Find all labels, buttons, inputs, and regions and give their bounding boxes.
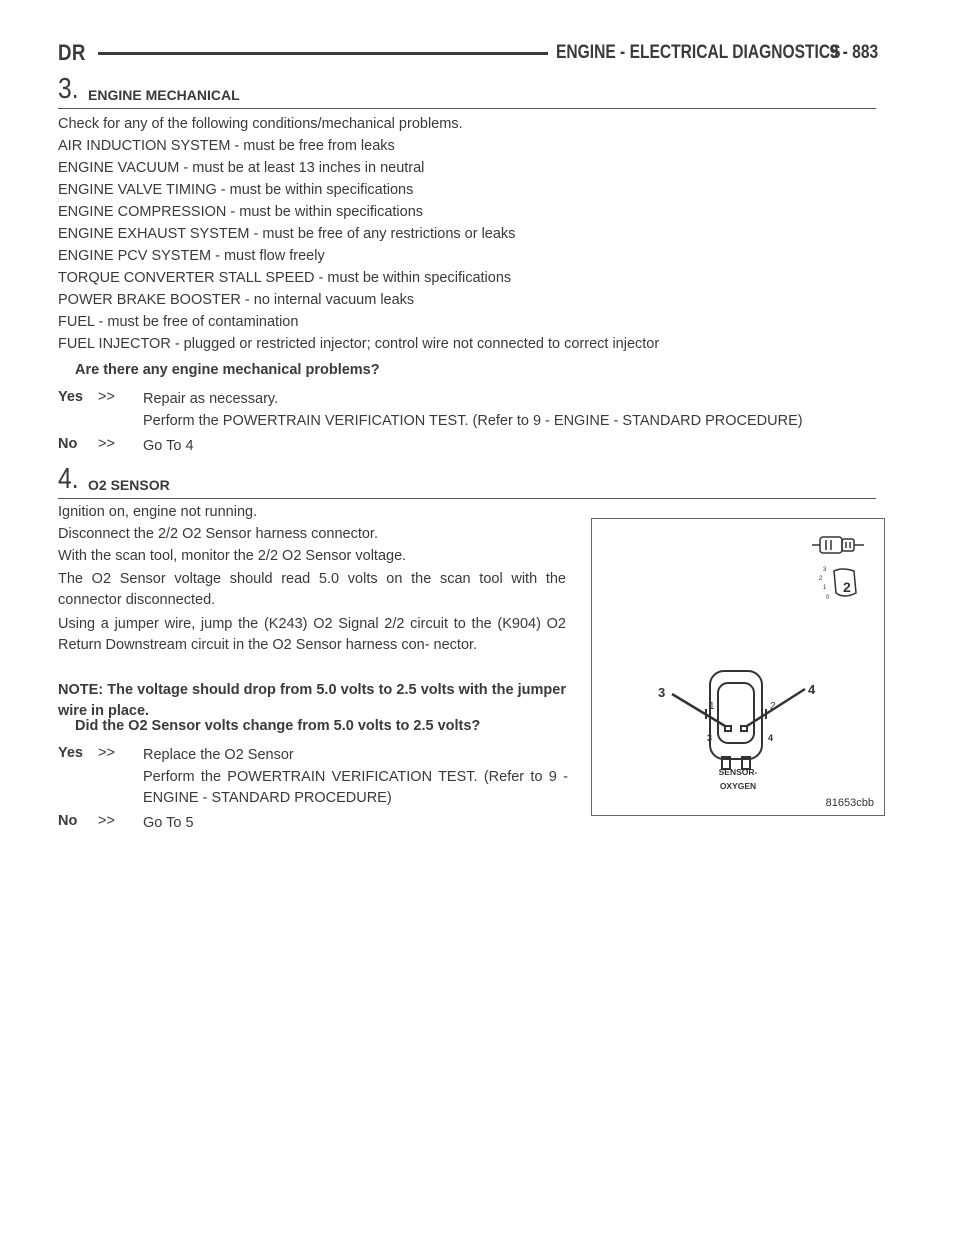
step-4-no-answer: [58, 813, 568, 835]
step-3-yes-answer: [58, 389, 878, 433]
step-3-line: TORQUE CONVERTER STALL SPEED - must be within specifications: [58, 270, 512, 286]
figure-label: SENSOR-: [718, 767, 758, 777]
step-3-no-answer: [58, 436, 878, 458]
header-rule: [98, 52, 548, 55]
icon-digit: 0: [826, 595, 830, 601]
step-3-line: ENGINE PCV SYSTEM - must flow freely: [58, 248, 325, 264]
step-3-line: ENGINE VACUUM - must be at least 13 inches in neutral: [58, 160, 425, 176]
no-label: No: [58, 436, 78, 452]
pin-number-icon: [819, 567, 856, 601]
arrow: >>: [98, 389, 115, 405]
pin-label: 3: [707, 733, 713, 743]
yes-label: Yes: [58, 389, 83, 405]
answer-line: Repair as necessary.: [143, 391, 279, 407]
icon-digit: 3: [823, 567, 827, 573]
arrow: >>: [98, 436, 115, 452]
callout-lines: [672, 689, 805, 726]
pin-label: 2: [770, 701, 776, 712]
step-3-line: Check for any of the following conditions/mechanical problems.: [58, 116, 463, 132]
callout-label: 3: [658, 685, 666, 700]
pin-label: 1: [709, 701, 715, 712]
page-header: [58, 36, 878, 70]
pin-label: 4: [768, 733, 774, 743]
oxygen-sensor-connector-figure: [591, 518, 885, 816]
step-3-line: ENGINE COMPRESSION - must be within specifications: [58, 204, 424, 220]
step-4-paragraph: The O2 Sensor voltage should read 5.0 volts on the scan tool with the connector disconnected.: [58, 571, 566, 608]
step-4-paragraph: Using a jumper wire, jump the (K243) O2 Signal 2/2 circuit to the (K904) O2 Return Downstream circuit in the O2 Sensor harness con- nector.: [58, 616, 566, 653]
step-4-heading: [58, 463, 876, 499]
yes-label: Yes: [58, 745, 83, 761]
step-title: O2 SENSOR: [88, 477, 170, 493]
brand-code: DR: [58, 40, 86, 65]
icon-digit: 2: [819, 576, 823, 582]
step-number: 4.: [58, 463, 79, 495]
step-3-line: FUEL - must be free of contamination: [58, 314, 299, 330]
step-3-line: ENGINE EXHAUST SYSTEM - must be free of any restrictions or leaks: [58, 226, 516, 242]
step-3-line: AIR INDUCTION SYSTEM - must be free from leaks: [58, 138, 395, 154]
step-3-line: ENGINE VALVE TIMING - must be within specifications: [58, 182, 414, 198]
callout-label: 4: [808, 682, 816, 697]
step-3-question: Are there any engine mechanical problems?: [75, 362, 380, 378]
answer-line: Perform the POWERTRAIN VERIFICATION TEST. (Refer to 9 - ENGINE - STANDARD PROCEDURE): [143, 413, 803, 429]
step-4-question: Did the O2 Sensor volts change from 5.0 volts to 2.5 volts?: [75, 718, 481, 734]
arrow: >>: [98, 745, 115, 761]
answer-line: Perform the POWERTRAIN VERIFICATION TEST. (Refer to 9 - ENGINE - STANDARD PROCEDURE): [143, 769, 568, 806]
step-3-line: FUEL INJECTOR - plugged or restricted injector; control wire not connected to correct injector: [58, 336, 660, 352]
connector-icon: [812, 537, 864, 553]
no-label: No: [58, 813, 78, 829]
step-4-line: Ignition on, engine not running.: [58, 504, 258, 520]
page-number: 9 - 883: [829, 42, 878, 63]
step-4-yes-answer: [58, 745, 568, 811]
step-4-line: Disconnect the 2/2 O2 Sensor harness connector.: [58, 526, 378, 542]
figure-label: OXYGEN: [719, 781, 757, 791]
step-3-line: POWER BRAKE BOOSTER - no internal vacuum leaks: [58, 292, 415, 308]
arrow: >>: [98, 813, 115, 829]
step-number: 3.: [58, 73, 79, 105]
step-3-heading: [58, 73, 876, 109]
figure-caption: 81653cbb: [825, 797, 874, 809]
step-4-line: With the scan tool, monitor the 2/2 O2 Sensor voltage.: [58, 548, 407, 564]
icon-digit: 1: [823, 585, 827, 591]
answer-line: Replace the O2 Sensor: [143, 747, 294, 763]
step-4-note: NOTE: The voltage should drop from 5.0 volts to 2.5 volts with the jumper wire in place.: [58, 682, 566, 719]
section-title: ENGINE - ELECTRICAL DIAGNOSTICS: [556, 42, 841, 63]
answer-line: Go To 5: [143, 815, 194, 831]
answer-line: Go To 4: [143, 438, 194, 454]
pin-labels: [658, 682, 816, 743]
icon-number: 2: [843, 579, 851, 595]
step-title: ENGINE MECHANICAL: [88, 87, 240, 103]
